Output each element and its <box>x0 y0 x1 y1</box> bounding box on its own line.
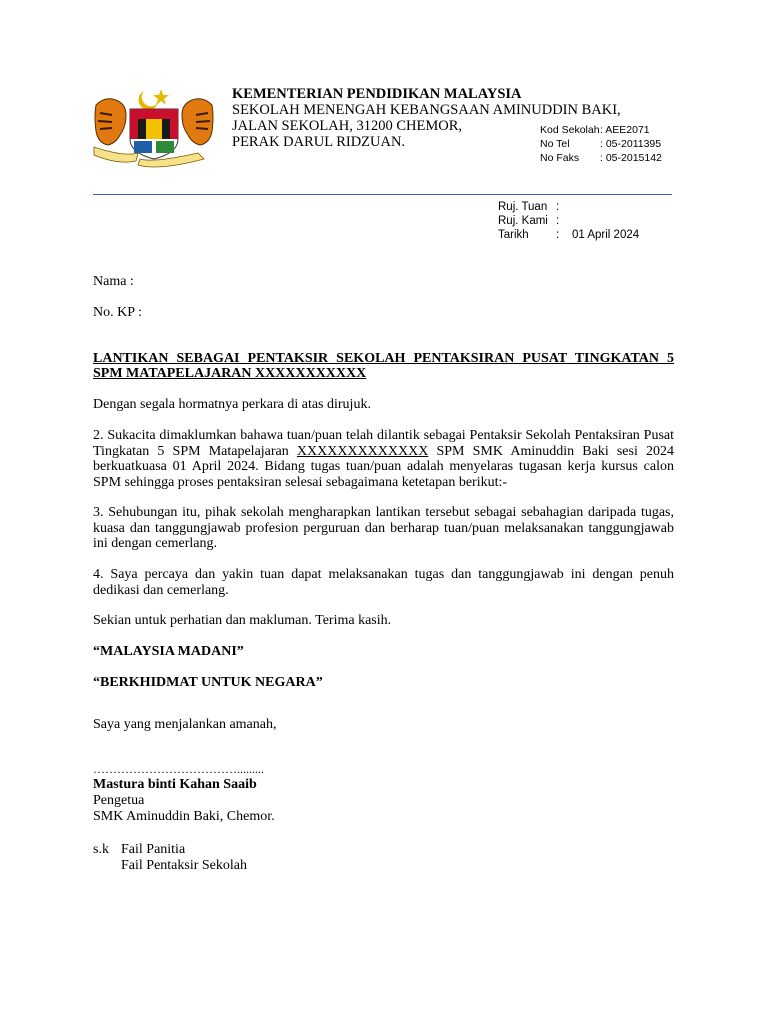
contact-fax <box>540 151 662 165</box>
contact-value: : AEE2071 <box>600 124 650 136</box>
slogan-malaysia-madani: “MALAYSIA MADANI” <box>93 644 244 659</box>
ref-label: Tarikh <box>498 229 529 241</box>
ref-colon: : <box>556 229 560 241</box>
contact-label: No Faks <box>540 152 580 164</box>
ref-date-value: 01 April 2024 <box>572 229 640 241</box>
ministry-name: KEMENTERIAN PENDIDIKAN MALAYSIA <box>232 86 522 102</box>
p2-text-a: 2. Sukacita dimaklumkan bahawa tuan/puan telah dilantik sebagai Pentaksir Sekolah Pentaksiran Pusat Tingkatan 5 SPM Matapelajaran <box>93 428 674 459</box>
signatory-school: SMK Aminuddin Baki, Chemor. <box>93 809 275 824</box>
ref-ruj-kami <box>498 214 572 228</box>
malaysia-coat-of-arms-icon <box>90 85 218 169</box>
signatory-name: Mastura binti Kahan Saaib <box>93 777 257 792</box>
signature-dotted-line: ………………………………......... <box>93 762 264 776</box>
cc-item-fail-panitia: Fail Panitia <box>121 842 186 857</box>
signature-trust-line: Saya yang menjalankan amanah, <box>93 717 277 732</box>
paragraph-4: 4. Saya percaya dan yakin tuan dapat melaksanakan tugas dan tanggungjawab ini dengan penuh dedikasi dan cemerlang. <box>93 567 674 598</box>
signatory-title: Pengetua <box>93 793 145 808</box>
contact-label: Kod Sekolah <box>540 124 600 136</box>
contact-value: : 05-2015142 <box>600 152 662 164</box>
ref-label: Ruj. Kami <box>498 215 548 227</box>
p2-subject-placeholder: XXXXXXXXXXXXX <box>296 443 429 459</box>
address-line-2: PERAK DARUL RIDZUAN. <box>232 134 406 150</box>
ref-colon: : <box>556 215 560 227</box>
cc-label: s.k <box>93 842 109 857</box>
paragraph-2 <box>93 428 674 490</box>
ref-colon: : <box>556 201 560 213</box>
paragraph-3: 3. Sehubungan itu, pihak sekolah mengharapkan lantikan tersebut sebagai sebahagian daripada tugas, kuasa dan tanggungjawab profesion perguruan dan berharap tuan/puan melaksanakan tanggungjawab ini dengan cemerlang. <box>93 505 674 551</box>
contact-value: : 05-2011395 <box>600 138 662 150</box>
contact-school-code <box>540 123 650 137</box>
ref-ruj-tuan <box>498 200 572 214</box>
contact-phone <box>540 137 661 151</box>
ref-label: Ruj. Tuan <box>498 201 548 213</box>
subject-line-1: LANTIKAN SEBAGAI PENTAKSIR SEKOLAH PENTAKSIRAN PUSAT TINGKATAN 5 <box>93 351 674 366</box>
ref-tarikh <box>498 228 639 242</box>
salutation: Dengan segala hormatnya perkara di atas dirujuk. <box>93 397 371 412</box>
recipient-ic-label: No. KP : <box>93 305 142 320</box>
contact-label: No Tel <box>540 138 570 150</box>
recipient-name-label: Nama : <box>93 274 134 289</box>
closing-line: Sekian untuk perhatian dan makluman. Terima kasih. <box>93 613 392 628</box>
school-name: SEKOLAH MENENGAH KEBANGSAAN AMINUDDIN BAKI, <box>232 102 621 118</box>
cc-item-fail-pentaksir: Fail Pentaksir Sekolah <box>121 858 247 873</box>
address-line-1: JALAN SEKOLAH, 31200 CHEMOR, <box>232 118 462 134</box>
letterhead-divider <box>93 194 672 195</box>
p2-text-b: SPM SMK Aminuddin Baki sesi 2024 berkuatkuasa 01 April 2024. Bidang tugas tuan/puan adalah menyelaras tugasan kerja kursus calon SPM sehingga proses pentaksiran selesai sebagaimana ketetapan berikut:- <box>93 443 674 490</box>
subject-line-2: SPM MATAPELAJARAN XXXXXXXXXXX <box>93 366 367 381</box>
slogan-berkhidmat: “BERKHIDMAT UNTUK NEGARA” <box>93 675 323 690</box>
